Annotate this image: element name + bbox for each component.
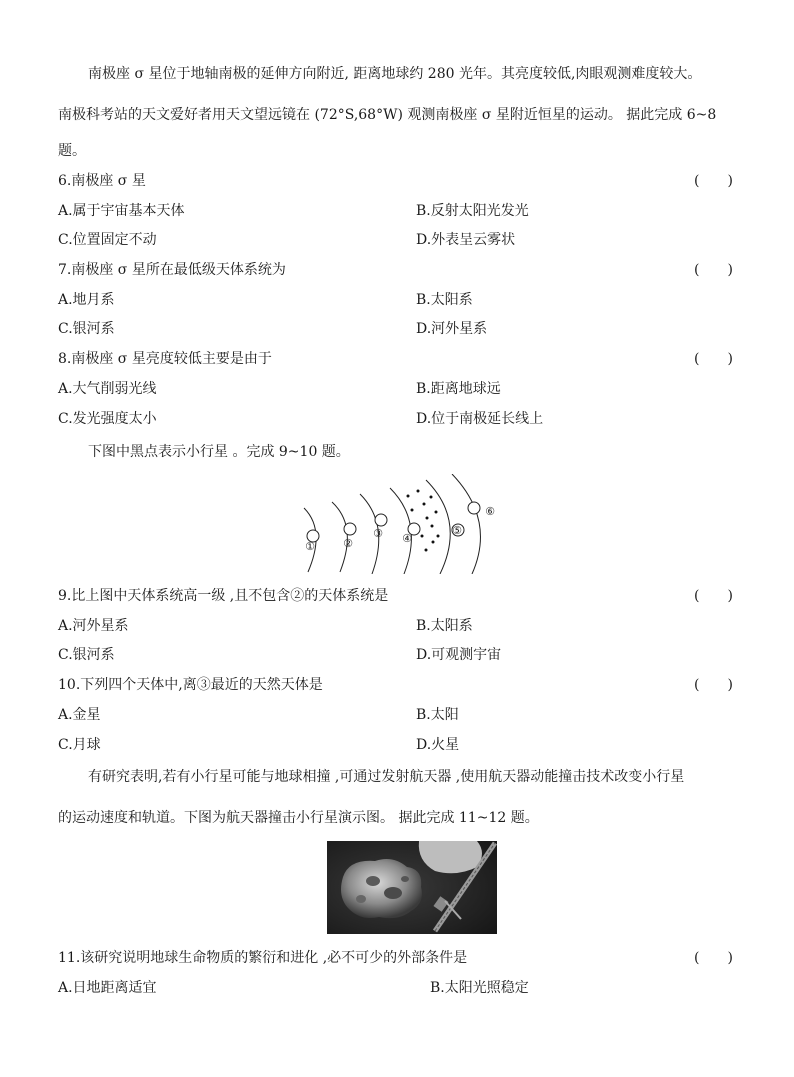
question-9-option-d[interactable]: D.可观测宇宙 bbox=[416, 647, 502, 663]
question-11-stem: 11.该研究说明地球生命物质的繁衍和进化 ,必不可少的外部条件是 bbox=[58, 950, 468, 966]
question-7-option-d[interactable]: D.河外星系 bbox=[416, 321, 488, 337]
question-11-option-a[interactable]: A.日地距离适宜 bbox=[58, 980, 157, 996]
question-9-answer-blank[interactable]: ( ) bbox=[694, 588, 733, 604]
question-10-option-c[interactable]: C.月球 bbox=[58, 737, 101, 753]
asteroid-dot bbox=[407, 495, 410, 498]
planet-3-circle bbox=[375, 514, 387, 526]
question-9-option-c[interactable]: C.银河系 bbox=[58, 647, 115, 663]
asteroid-dot bbox=[430, 496, 433, 499]
question-8-option-a[interactable]: A.大气削弱光线 bbox=[58, 381, 157, 397]
question-6-stem: 6.南极座 σ 星 bbox=[58, 173, 146, 189]
asteroid-dot bbox=[411, 509, 414, 512]
asteroid-dot bbox=[432, 541, 435, 544]
question-6-option-b[interactable]: B.反射太阳光发光 bbox=[416, 203, 529, 219]
planet-label-2: ② bbox=[343, 537, 353, 550]
question-7-stem: 7.南极座 σ 星所在最低级天体系统为 bbox=[58, 262, 286, 278]
question-10-stem: 10.下列四个天体中,离③最近的天然天体是 bbox=[58, 677, 323, 693]
question-10-option-d[interactable]: D.火星 bbox=[416, 737, 460, 753]
question-10-answer-blank[interactable]: ( ) bbox=[694, 677, 733, 693]
question-8-option-d[interactable]: D.位于南极延长线上 bbox=[416, 411, 544, 427]
intro-paragraph-1-line-3: 题。 bbox=[58, 143, 86, 159]
question-6-answer-blank[interactable]: ( ) bbox=[694, 173, 733, 189]
asteroid-dot bbox=[426, 517, 429, 520]
question-8-option-b[interactable]: B.距离地球远 bbox=[416, 381, 501, 397]
question-8-option-c[interactable]: C.发光强度太小 bbox=[58, 411, 157, 427]
asteroid-dot bbox=[425, 549, 428, 552]
asteroid-dot bbox=[431, 525, 434, 528]
question-10-option-b[interactable]: B.太阳 bbox=[416, 707, 459, 723]
question-6-option-c[interactable]: C.位置固定不动 bbox=[58, 232, 157, 248]
intro-paragraph-3-line-2: 的运动速度和轨道。下图为航天器撞击小行星演示图。 据此完成 11~12 题。 bbox=[58, 810, 539, 826]
question-6-option-d[interactable]: D.外表呈云雾状 bbox=[416, 232, 516, 248]
question-7-option-c[interactable]: C.银河系 bbox=[58, 321, 115, 337]
asteroid-shape bbox=[341, 859, 422, 918]
asteroid-dot bbox=[417, 490, 420, 493]
question-11-answer-blank[interactable]: ( ) bbox=[694, 950, 733, 966]
question-7-answer-blank[interactable]: ( ) bbox=[694, 262, 733, 278]
question-8-stem: 8.南极座 σ 星亮度较低主要是由于 bbox=[58, 351, 272, 367]
intro-paragraph-2: 下图中黑点表示小行星 。完成 9~10 题。 bbox=[88, 444, 350, 460]
planet-label-4: ④ bbox=[402, 532, 412, 545]
question-11-option-b[interactable]: B.太阳光照稳定 bbox=[430, 980, 529, 996]
planet-label-6: ⑥ bbox=[485, 505, 495, 518]
asteroid-dot bbox=[421, 535, 424, 538]
question-8-answer-blank[interactable]: ( ) bbox=[694, 351, 733, 367]
intro-paragraph-1-line-2: 南极科考站的天文爱好者用天文望远镜在 (72°S,68°W) 观测南极座 σ 星附近恒星的运动。 据此完成 6~8 bbox=[58, 107, 717, 123]
planet-label-5: ⑤ bbox=[452, 524, 462, 537]
intro-paragraph-3-line-1: 有研究表明,若有小行星可能与地球相撞 ,可通过发射航天器 ,使用航天器动能撞击技术改变小行星 bbox=[88, 769, 685, 785]
question-9-option-b[interactable]: B.太阳系 bbox=[416, 618, 473, 634]
question-10-option-a[interactable]: A.金星 bbox=[58, 707, 101, 723]
planet-label-1: ① bbox=[305, 540, 315, 553]
intro-paragraph-1-line-1: 南极座 σ 星位于地轴南极的延伸方向附近, 距离地球约 280 光年。其亮度较低,肉眼观测难度较大。 bbox=[88, 66, 702, 82]
planet-label-3: ③ bbox=[373, 527, 383, 540]
question-7-option-b[interactable]: B.太阳系 bbox=[416, 292, 473, 308]
planet-2-circle bbox=[344, 523, 356, 535]
question-6-option-a[interactable]: A.属于宇宙基本天体 bbox=[58, 203, 185, 219]
asteroid-dot bbox=[423, 503, 426, 506]
planet-6-circle bbox=[468, 502, 480, 514]
asteroid-dot bbox=[435, 511, 438, 514]
question-9-option-a[interactable]: A.河外星系 bbox=[58, 618, 129, 634]
question-7-option-a[interactable]: A.地月系 bbox=[58, 292, 115, 308]
asteroid-dot bbox=[437, 535, 440, 538]
orbit-diagram bbox=[300, 474, 500, 574]
spacecraft-impact-image bbox=[327, 841, 497, 934]
orbit-5 bbox=[426, 480, 450, 574]
question-9-stem: 9.比上图中天体系统高一级 ,且不包含②的天体系统是 bbox=[58, 588, 389, 604]
